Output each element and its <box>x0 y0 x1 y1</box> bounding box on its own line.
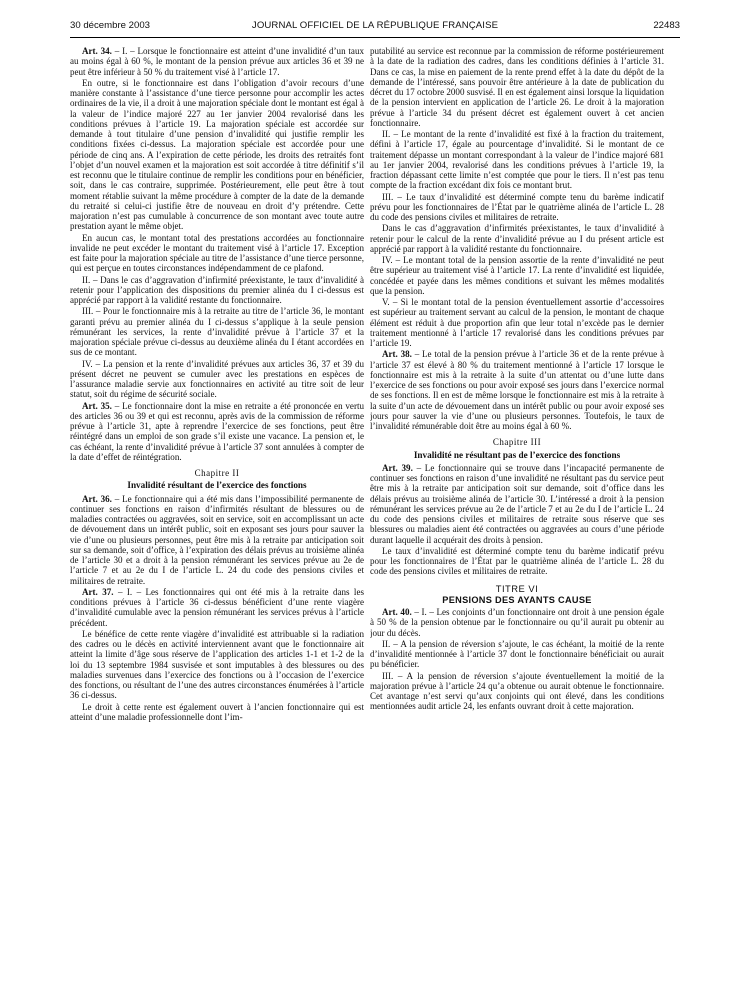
page-header <box>70 20 680 38</box>
title-heading: TITRE VI <box>495 582 539 594</box>
article-37-paragraph: Dans le cas d’aggravation d’infirmités préexistantes, le taux d’invalidité à retenir pour le calcul de la rente d’invalidité prévue au I du présent article est apprécié par rapport à la validité restante du fonctionnaire. <box>370 223 664 254</box>
article-36-paragraph: Art. 36. – Le fonctionnaire qui a été mis dans l’impossibilité permanente de continuer ses fonctions en raison d’infirmités résultant de blessures ou de maladies contractées ou aggravées, soit en service, soit en accomplissant un acte de dévouement dans un intérêt public, soit en exposant ses jours pour sauver la vie d’une ou plusieurs personnes, peut être mis à la retraite par anticipation soit sur sa demande, soit d’office, à l’expiration des délais prévus au troisième alinéa de l’article 30 et a droit à la pension rémunérant les services prévue au 2e de l’article 7 et au 2e du I de l’article L. 24 du code des pensions civiles et militaires de retraite. <box>70 493 364 586</box>
article-39-paragraph: Art. 39. – Le fonctionnaire qui se trouve dans l’incapacité permanente de continuer ses fonctions en raison d’une invalidité ne résultant pas du service peut être mis à la retraite par anticipation soit sur demande, soit d’office dans les délais prévus au troisième alinéa de l’article 30. L’intéressé a droit à la pension rémunérant les services prévue au 2e de l’article 7 et au 2e du I de l’article L. 24 du code des pensions civiles et militaires de retraite sous réserve que ses blessures ou maladies aient été contractées ou aggravées au cours d’une période durant laquelle il acquérait des droits à pension. <box>370 462 664 545</box>
article-38-number: Art. 38. <box>382 349 412 360</box>
chapter-heading: Chapitre III <box>492 437 542 448</box>
article-40-number: Art. 40. <box>382 607 412 617</box>
article-34-paragraph: En outre, si le fonctionnaire est dans l’obligation d’avoir recours d’une manière constante à l’assistance d’une tierce personne pour accomplir les actes ordinaires de la vie, il a droit à une majoration spéciale dont le montant est égal à la valeur de l’indice majoré 227 au 1er janvier 2004 revalorisé dans les conditions prévues à l’article 19. La majoration spéciale est accordée sur demande à tout titulaire d’une pension d’invalidité qui justifie remplir les conditions fixées ci-dessus. La majoration spéciale est accordée pour une période de cinq ans. A l’expiration de cette période, les droits des retraités font l’objet d’un nouvel examen et la majoration est soit accordée à titre définitif s’il est reconnu que le titulaire continue de remplir les conditions pour en bénéficier, soit, dans le cas contraire, supprimée. Postérieurement, elle peut être à tout moment rétablie suivant la même procédure à compter de la date de la demande du retraité si celui-ci justifie être de nouveau en droit d’y prétendre. Cette majoration n’est pas cumulable à concurrence de son montant avec toute autre prestation ayant le même objet. <box>70 77 364 232</box>
article-37-number: Art. 37. <box>82 586 114 597</box>
title-name: PENSIONS DES AYANTS CAUSE <box>442 594 592 605</box>
article-37-paragraph: Le droit à cette rente est également ouvert à l’ancien fonctionnaire qui est atteint d’une maladie professionnelle dont l’im- <box>70 701 364 722</box>
article-39-number: Art. 39. <box>382 462 413 473</box>
article-35-number: Art. 35. <box>82 400 112 411</box>
article-37-paragraph: V. – Si le montant total de la pension éventuellement assortie d’accessoires est supérieur au traitement servant au calcul de la pension, le montant de chaque élément est réduit à due proportion afin que leur total n’excède pas le dernier traitement mentionné à l’article 17 revalorisé dans les conditions prévues par l’article 19. <box>370 297 664 348</box>
article-40-paragraph: Art. 40. – I. – Les conjoints d’un fonctionnaire ont droit à une pension égale à 50 % de la pension obtenue par le fonctionnaire ou qu’il aurait pu obtenir au jour du décès. <box>370 607 664 638</box>
article-37-paragraph: II. – Le montant de la rente d’invalidité est fixé à la fraction du traitement, défini à l’article 17, égale au pourcentage d’invalidité. Si le montant de ce traitement dépasse un montant correspondant à la valeur de l’indice majoré 681 au 1er janvier 2004, revalorisé dans les conditions prévues à l’article 19, la fraction dépassant cette limite n’est comptée que pour le tiers. Il n’est pas tenu compte de la fraction excédant dix fois ce montant brut. <box>370 129 664 191</box>
article-37-paragraph: III. – Le taux d’invalidité est déterminé compte tenu du barème indicatif prévu pour les fonctionnaires de l’État par le quatrième alinéa de l’article L. 28 du code des pensions civiles et militaires de retraite. <box>370 191 664 222</box>
article-37-paragraph: IV. – Le montant total de la pension assortie de la rente d’invalidité ne peut être supérieur au traitement visé à l’article 17. La rente d’invalidité est liquidée, concédée et payée dans les mêmes conditions et suivant les mêmes modalités que la pension. <box>370 255 664 296</box>
article-37-paragraph: Art. 37. – I. – Les fonctionnaires qui ont été mis à la retraite dans les conditions prévues à l’article 36 ci-dessus bénéficient d’une rente viagère d’invalidité cumulable avec la pension rémunérant les services prévus à l’article précédent. <box>70 586 364 628</box>
header-page-number: 22483 <box>653 20 680 31</box>
article-40-paragraph: III. – A la pension de réversion s’ajoute éventuellement la moitié de la majoration prévue à l’article 24 qu’a obtenue ou aurait obtenue le fonctionnaire. Cet avantage n’est servi qu’aux conjoints qui ont élevé, dans les conditions mentionnées audit article 24, les enfants ouvrant droit à cette majoration. <box>370 670 664 712</box>
header-journal-title: JOURNAL OFFICIEL DE LA RÉPUBLIQUE FRANÇAISE <box>251 20 499 31</box>
article-34-paragraph: IV. – La pension et la rente d’invalidité prévues aux articles 36, 37 et 39 du présent décret ne peuvent se cumuler avec les prestations en espèces de l’assurance maladie servie aux fonctionnaires en activité au titre soit de leur statut, soit du régime de sécurité sociale. <box>70 358 364 400</box>
left-column <box>70 46 364 981</box>
article-34-paragraph: III. – Pour le fonctionnaire mis à la retraite au titre de l’article 36, le montant garanti prévu au premier alinéa du I ci-dessus s’applique à la seule pension rémunérant les services, la rente d’invalidité prévue à l’article 37 et la majoration spéciale prévue ci-dessus au deuxième alinéa du I étant accordées en sus de ce montant. <box>70 306 364 358</box>
chapter-title: Invalidité ne résultant pas de l’exercice des fonctions <box>413 449 621 460</box>
article-34-paragraph: II. – Dans le cas d’aggravation d’infirmité préexistante, le taux d’invalidité à retenir pour l’application des dispositions du premier alinéa du I ci-dessus est apprécié par rapport à la validité restante du fonctionnaire. <box>70 274 364 305</box>
article-36-number: Art. 36. <box>82 493 112 504</box>
article-38-paragraph: Art. 38. – Le total de la pension prévue à l’article 36 et de la rente prévue à l’article 37 est élevé à 80 % du traitement mentionné à l’article 17 lorsque le fonctionnaire est mis à la retraite à la suite d’un attentat ou d’une lutte dans l’exercice de ses fonctions ou pour avoir exposé ses jours dans l’exercice normal de ses fonctions. Il en est de même lorsque le fonctionnaire est mis à la retraite à la suite d’un acte de dévouement dans un intérêt public ou pour avoir exposé ses jours pour sauver la vie d’une ou plusieurs personnes. Toutefois, le taux de l’invalidité rémunérable doit être au moins égal à 60 %. <box>370 349 664 431</box>
article-34-paragraph: En aucun cas, le montant total des prestations accordées au fonctionnaire invalide ne peut excéder le montant du traitement visé à l’article 17. Exception est faite pour la majoration spéciale au titre de l’assistance d’une tierce personne, qui est perçue en toutes circonstances indépendamment de ce plafond. <box>70 232 364 274</box>
chapter-title: Invalidité résultant de l’exercice des fonctions <box>127 480 307 491</box>
chapter-heading: Chapitre II <box>194 468 240 478</box>
right-column <box>370 46 664 981</box>
article-40-paragraph: II. – A la pension de réversion s’ajoute, le cas échéant, la moitié de la rente d’invalidité mentionnée à l’article 37 dont le fonctionnaire bénéficiait ou aurait pu bénéficier. <box>370 638 664 670</box>
article-37-paragraph: putabilité au service est reconnue par la commission de réforme postérieurement à la date de la radiation des cadres, dans les conditions définies à l’article 31. Dans ce cas, la mise en paiement de la rente prend effet à la date du dépôt de la demande de l’intéressé, sans pouvoir être antérieure à la date de publication du décret du 17 octobre 2000 susvisé. Il en est également ainsi lorsque la liquidation de la pension intervient en application de l’article 26. Le droit à la majoration prévue à l’article 34 du présent décret est également ouvert à cet ancien fonctionnaire. <box>370 46 664 128</box>
article-34-paragraph: Art. 34. – I. – Lorsque le fonctionnaire est atteint d’une invalidité d’un taux au moins égal à 60 %, le montant de la pension prévue aux articles 36 et 39 ne peut être inférieur à 50 % du traitement visé à l’article 17. <box>70 46 364 77</box>
article-34-number: Art. 34. <box>82 46 112 56</box>
article-35-paragraph: Art. 35. – Le fonctionnaire dont la mise en retraite a été prononcée en vertu des articles 36 ou 39 et qui est reconnu, après avis de la commission de réforme prévue à l’article 31, apte à reprendre l’exercice de ses fonctions, peut être réintégré dans un emploi de son grade s’il existe une vacance. La pension et, le cas échéant, la rente d’invalidité prévue à l’article 37 sont annulées à compter de la date d’effet de réintégration. <box>70 400 364 462</box>
header-date: 30 décembre 2003 <box>70 20 151 31</box>
article-37-paragraph: Le bénéfice de cette rente viagère d’invalidité est attribuable si la radiation des cadres ou le décès en activité interviennent avant que le fonctionnaire ait atteint la limite d’âge sous réserve de l’application des articles 1-1 et 1-2 de la loi du 13 septembre 1984 susvisée et sont imputables à des blessures ou des maladies survenues dans l’exercice des fonctions ou à l’occasion de l’exercice des fonctions, ou résultant de l’une des autres circonstances énumérées à l’article 36 ci-dessus. <box>70 628 364 701</box>
article-39-paragraph: Le taux d’invalidité est déterminé compte tenu du barème indicatif prévu pour les fonctionnaires de l’État par le quatrième alinéa de l’article L. 28 du code des pensions civiles et militaires de retraite. <box>370 545 664 577</box>
